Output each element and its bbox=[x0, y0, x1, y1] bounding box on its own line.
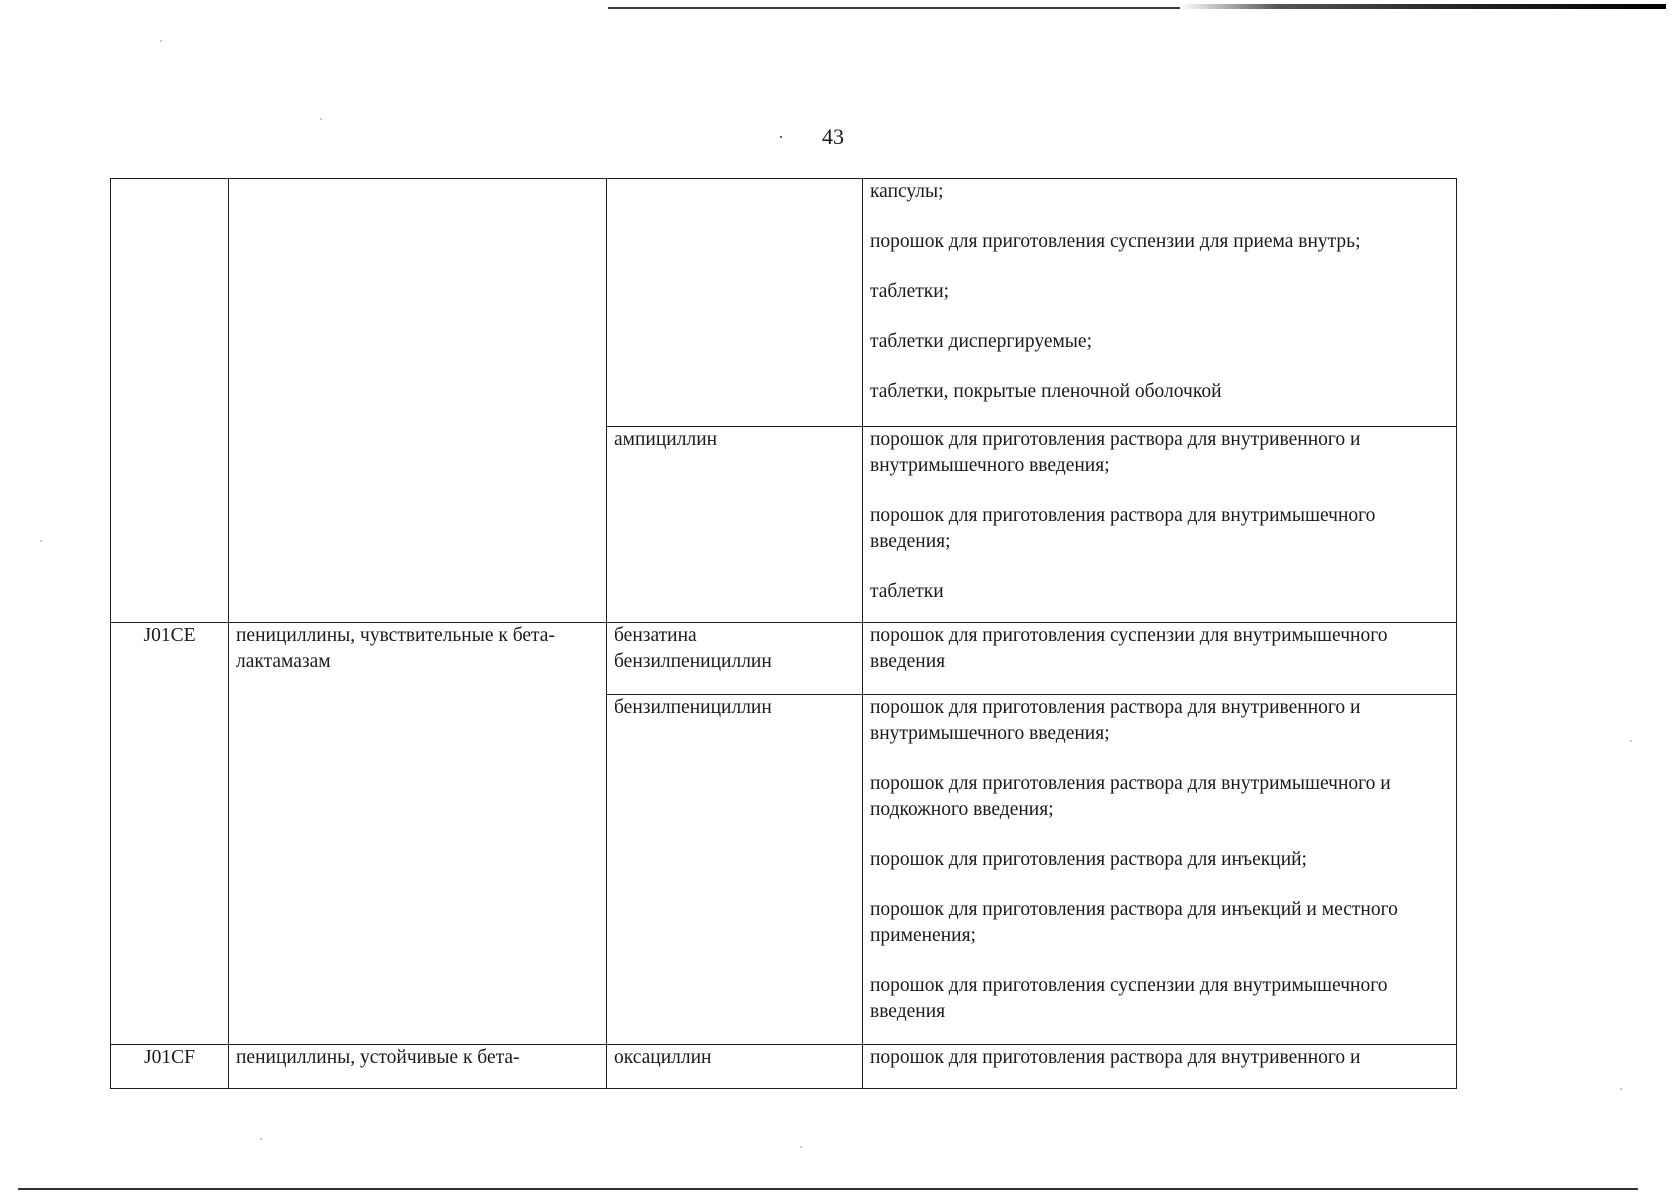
group-cell bbox=[229, 623, 607, 1045]
dosage-forms-cell bbox=[863, 695, 1457, 1045]
inn-cell bbox=[607, 1045, 863, 1089]
dosage-form: порошок для приготовления раствора для инъекций и местного применения; bbox=[870, 899, 1398, 946]
atc-code-cell bbox=[111, 179, 229, 623]
atc-code-cell bbox=[111, 623, 229, 1045]
dosage-form: таблетки bbox=[870, 581, 944, 602]
dosage-forms-cell bbox=[863, 1045, 1457, 1089]
dosage-form: таблетки диспергируемые; bbox=[870, 331, 1092, 352]
scan-speck bbox=[1630, 740, 1632, 742]
scan-speck bbox=[1620, 1088, 1622, 1090]
scan-speck bbox=[780, 136, 782, 138]
dosage-form: порошок для приготовления суспензии для внутримышечного введения bbox=[870, 975, 1388, 1022]
scan-speck bbox=[260, 1138, 262, 1140]
inn-cell bbox=[607, 623, 863, 695]
dosage-form: порошок для приготовления раствора для внутривенного и внутримышечного введения; bbox=[870, 429, 1361, 476]
group-name: пенициллины, чувствительные к бета-лактамазам bbox=[236, 625, 555, 672]
dosage-form: порошок для приготовления суспензии для приема внутрь; bbox=[870, 231, 1361, 252]
dosage-form: таблетки, покрытые пленочной оболочкой bbox=[870, 381, 1222, 402]
group-cell bbox=[229, 1045, 607, 1089]
dosage-form: порошок для приготовления раствора для внутривенного и внутримышечного введения; bbox=[870, 697, 1361, 744]
inn-cell bbox=[607, 695, 863, 1045]
dosage-form: порошок для приготовления раствора для внутривенного и bbox=[870, 1047, 1361, 1068]
inn-cell bbox=[607, 179, 863, 427]
dosage-form: порошок для приготовления раствора для инъекций; bbox=[870, 849, 1307, 870]
dosage-form: порошок для приготовления раствора для внутримышечного введения; bbox=[870, 505, 1376, 552]
scan-edge-bottom-line bbox=[18, 1188, 1638, 1190]
atc-code: J01CF bbox=[144, 1047, 195, 1068]
inn-name: оксациллин bbox=[614, 1047, 712, 1068]
group-name: пенициллины, устойчивые к бета- bbox=[236, 1047, 520, 1068]
inn-cell bbox=[607, 427, 863, 623]
drug-table bbox=[110, 178, 1457, 1089]
dosage-form: таблетки; bbox=[870, 281, 950, 302]
drug-table-container bbox=[110, 178, 1456, 1090]
atc-code: J01CE bbox=[143, 625, 196, 646]
scan-speck bbox=[40, 540, 42, 542]
dosage-form: капсулы; bbox=[870, 181, 944, 202]
page-number: 43 bbox=[822, 124, 844, 149]
scan-speck bbox=[800, 1146, 802, 1148]
scan-speck bbox=[160, 40, 162, 42]
scan-speck bbox=[320, 118, 322, 120]
inn-name: ампициллин bbox=[614, 429, 718, 450]
table-row bbox=[111, 623, 1457, 695]
table-row bbox=[111, 1045, 1457, 1089]
dosage-forms-cell bbox=[863, 623, 1457, 695]
group-cell bbox=[229, 179, 607, 623]
inn-name: бензилпенициллин bbox=[614, 697, 772, 718]
table-row bbox=[111, 179, 1457, 427]
dosage-form: порошок для приготовления раствора для внутримышечного и подкожного введения; bbox=[870, 773, 1391, 820]
dosage-forms-cell bbox=[863, 179, 1457, 427]
dosage-forms-cell bbox=[863, 427, 1457, 623]
atc-code-cell bbox=[111, 1045, 229, 1089]
inn-name: бензатина бензилпенициллин bbox=[614, 625, 772, 672]
scan-edge-top-shadow bbox=[1180, 4, 1666, 9]
dosage-form: порошок для приготовления суспензии для внутримышечного введения bbox=[870, 625, 1388, 672]
